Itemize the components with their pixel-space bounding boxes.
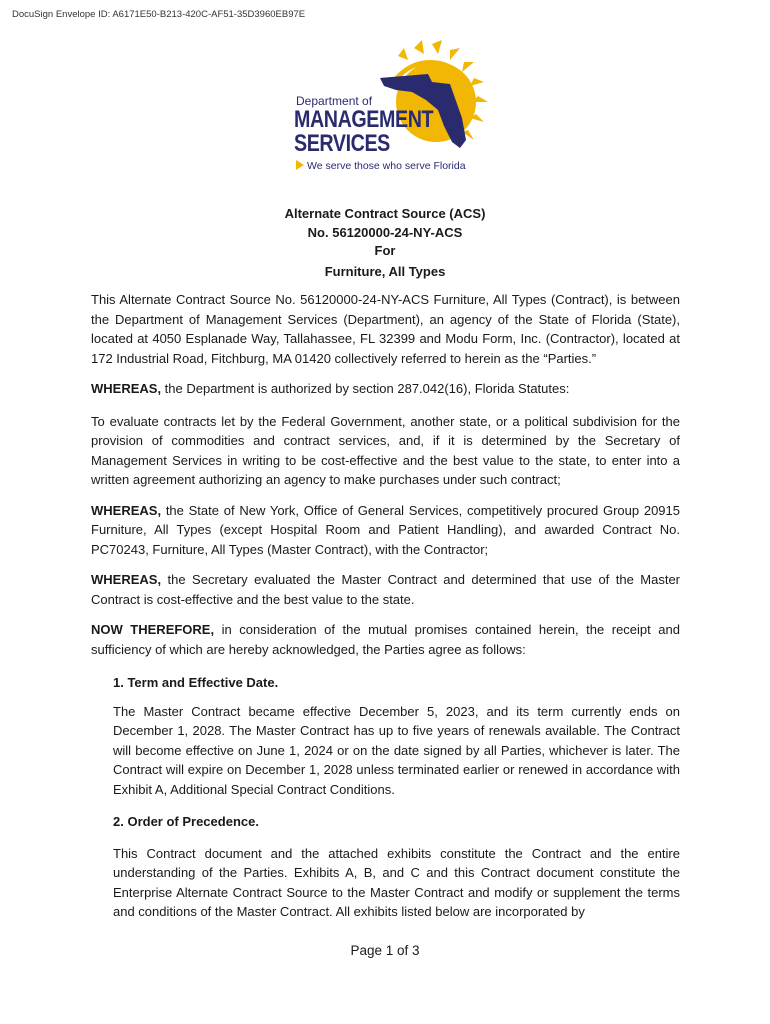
section-heading-term: 1. Term and Effective Date. <box>113 675 279 690</box>
document-title <box>0 205 770 281</box>
title-line-3: For <box>374 243 396 258</box>
whereas-label: WHEREAS, <box>91 502 162 518</box>
page-number: Page 1 of 3 <box>350 943 420 958</box>
logo-tagline <box>296 160 466 172</box>
title-line-2: No. 56120000-24-NY-ACS <box>307 224 463 240</box>
whereas-procurement-text: the State of New York, Office of General Services, competitively procured Group 20915 Furniture, All Types (except Hospital Room and Patient Handling), and awarded Contract No. PC70243, Furniture, All Types (Master Contract), with the Contractor; <box>91 502 680 557</box>
play-arrow-icon <box>296 160 304 170</box>
dms-logo <box>290 46 510 176</box>
section-body-term: The Master Contract became effective December 5, 2023, and its term currently ends on December 1, 2028. The Master Contract has up to five years of renewals available. The Contract will become effective on June 1, 2024 or on the date signed by all Parties, whichever is later. The Contract will expire on December 1, 2028 unless terminated earlier or renewed in accordance with Exhibit A, Additional Special Contract Conditions. <box>113 703 680 797</box>
logo-services: SERVICES <box>294 130 390 157</box>
now-therefore-label: NOW THEREFORE, <box>91 622 215 637</box>
now-therefore-text: in consideration of the mutual promises contained herein, the receipt and sufficiency of which are hereby acknowledged, the Parties agree as follows: <box>91 622 680 657</box>
whereas-evaluation-text: the Secretary evaluated the Master Contract and determined that use of the Master Contract is cost-effective and the best value to the state. <box>91 572 680 607</box>
document-body <box>91 290 680 933</box>
whereas-label: WHEREAS, <box>91 381 162 396</box>
logo-department-of: Department of <box>296 94 373 108</box>
whereas-evaluation-paragraph <box>91 570 680 609</box>
docusign-envelope-id: DocuSign Envelope ID: A6171E50-B213-420C-AF51-35D3960EB97E <box>12 9 306 20</box>
logo-management: MANAGEMENT <box>294 106 434 133</box>
whereas-authority-text: the Department is authorized by section 287.042(16), Florida Statutes: <box>161 381 570 396</box>
whereas-label: WHEREAS, <box>91 572 162 587</box>
whereas-procurement-paragraph <box>91 501 680 560</box>
section-heading-precedence: 2. Order of Precedence. <box>113 814 259 829</box>
statute-quote-paragraph: To evaluate contracts let by the Federal Government, another state, or a political subdivision for the provision of commodities and contract services, and, if it is determined by the Secretary of Management Services in writing to be cost-effective and the best value to the state, to enter into a written agreement authorizing an agency to make purchases under such contract; <box>91 413 680 487</box>
title-line-1: Alternate Contract Source (ACS) <box>284 206 486 221</box>
title-line-4: Furniture, All Types <box>324 263 446 279</box>
section-body-precedence: This Contract document and the attached exhibits constitute the Contract and the entire understanding of the Parties. Exhibits A, B, and C and this Contract document constitute the Enterprise Alternate Contract Source to the Master Contract and modify or supplement the terms and conditions of the Master Contract. All exhibits listed below are incorporated by <box>113 845 680 919</box>
now-therefore-paragraph <box>91 620 680 659</box>
whereas-authority-paragraph <box>91 379 680 399</box>
logo-tagline-text: We serve those who serve Florida <box>307 160 466 172</box>
intro-paragraph: This Alternate Contract Source No. 56120000-24-NY-ACS Furniture, All Types (Contract), is between the Department of Management Services (Department), an agency of the State of Florida (State), located at 4050 Esplanade Way, Tallahassee, FL 32399 and Modu Form, Inc. (Contractor), located at 172 Industrial Road, Fitchburg, MA 01420 collectively referred to herein as the “Parties.” <box>91 292 680 366</box>
